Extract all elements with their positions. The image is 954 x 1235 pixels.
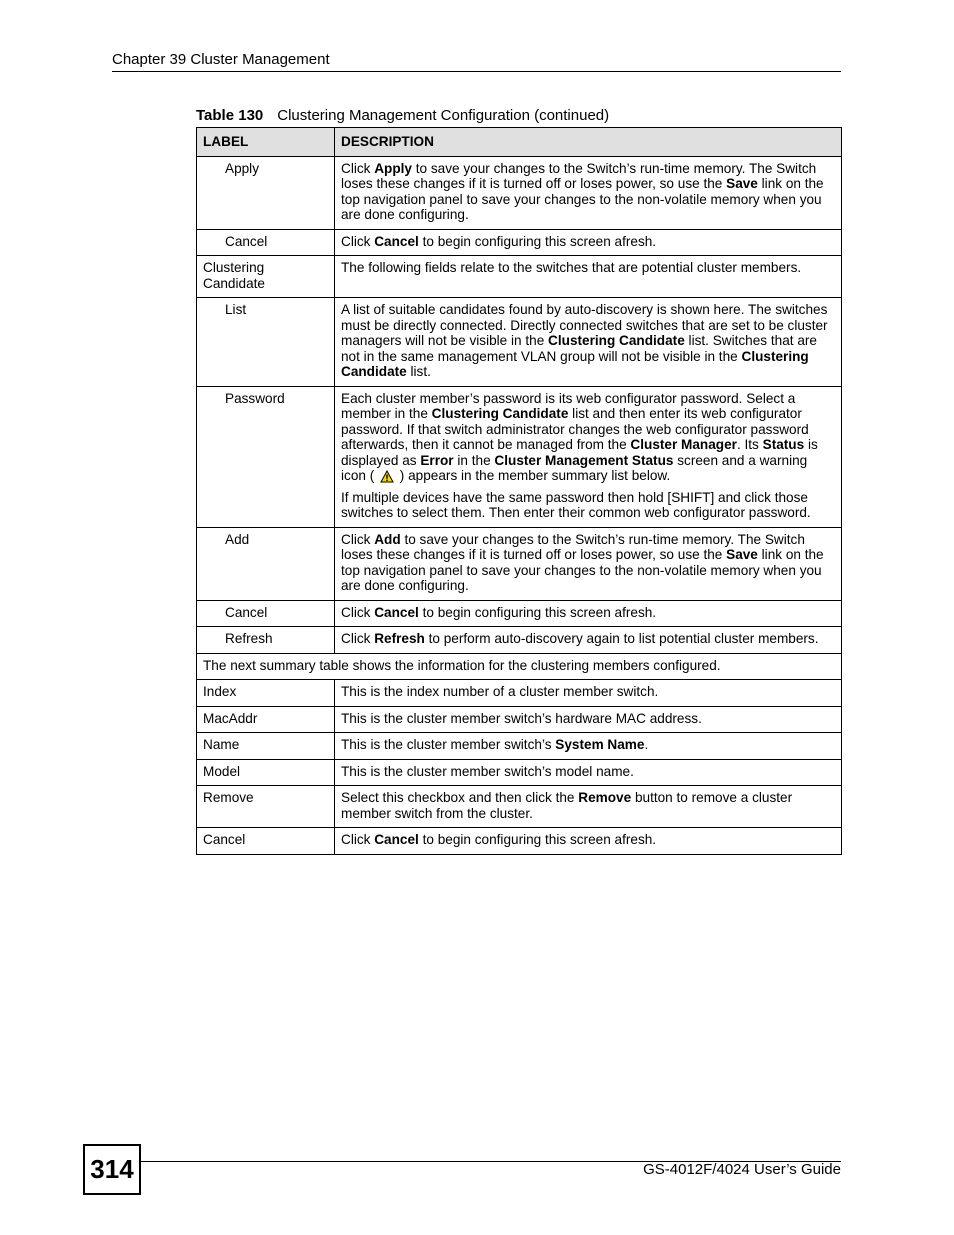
table-row-cancel xyxy=(197,600,842,627)
row-label: Index xyxy=(197,680,335,707)
page-number: 314 xyxy=(83,1144,141,1195)
row-label: Cancel xyxy=(197,229,335,256)
row-label: Apply xyxy=(197,156,335,229)
table-row-model xyxy=(197,759,842,786)
table-row-cancel xyxy=(197,828,842,855)
row-label: Model xyxy=(197,759,335,786)
row-description: Click Cancel to begin configuring this screen afresh. xyxy=(335,828,842,855)
row-description: The following fields relate to the switches that are potential cluster members. xyxy=(335,256,842,298)
table-row-cancel xyxy=(197,229,842,256)
row-label: Password xyxy=(197,386,335,527)
clustering-config-table xyxy=(196,127,842,855)
table-row-index xyxy=(197,680,842,707)
summary-note: The next summary table shows the information for the clustering members configured. xyxy=(197,653,842,680)
table-caption xyxy=(196,107,609,124)
row-description: Click Cancel to begin configuring this screen afresh. xyxy=(335,229,842,256)
table-row-refresh xyxy=(197,627,842,654)
table-title: Clustering Management Configuration (continued) xyxy=(277,107,610,124)
row-description: Click Apply to save your changes to the Switch’s run-time memory. The Switch loses these changes if it is turned off or loses power, so use the Save link on the top navigation panel to save your changes to the non-volatile memory when you are done configuring. xyxy=(335,156,842,229)
table-row-apply xyxy=(197,156,842,229)
guide-title: GS-4012F/4024 User’s Guide xyxy=(643,1161,841,1178)
column-header-label: LABEL xyxy=(197,128,335,157)
row-label: Cancel xyxy=(197,600,335,627)
table-row-remove xyxy=(197,786,842,828)
row-label: Refresh xyxy=(197,627,335,654)
table-row-add xyxy=(197,527,842,600)
row-label: Name xyxy=(197,733,335,760)
table-row-list xyxy=(197,298,842,387)
row-description: This is the cluster member switch’s System Name. xyxy=(335,733,842,760)
row-label: MacAddr xyxy=(197,706,335,733)
table-header-row xyxy=(197,128,842,157)
table-row-name xyxy=(197,733,842,760)
table-row-macaddr xyxy=(197,706,842,733)
chapter-header: Chapter 39 Cluster Management xyxy=(112,51,330,68)
row-description: Click Refresh to perform auto-discovery again to list potential cluster members. xyxy=(335,627,842,654)
row-label: Cancel xyxy=(197,828,335,855)
row-description: This is the cluster member switch’s hardware MAC address. xyxy=(335,706,842,733)
row-description: Each cluster member’s password is its web configurator password. Select a member in the Clustering Candidate list and then enter its web configurator password. If that switch administrator changes the web configurator password afterwards, then it cannot be managed from the Cluster Manager. Its Status is displayed as Error in the Cluster Management Status screen and a warning icon ( ) appears in the member summary list below. If multiple devices have the same password then hold [SHIFT] and click those switches to select them. Then enter their common web configurator password. xyxy=(335,386,842,527)
row-label: List xyxy=(197,298,335,387)
column-header-description: DESCRIPTION xyxy=(335,128,842,157)
header-rule xyxy=(112,71,841,72)
table-row-password xyxy=(197,386,842,527)
row-description: A list of suitable candidates found by auto-discovery is shown here. The switches must be directly connected. Directly connected switches that are set to be cluster managers will not be visible in the Clustering Candidate list. Switches that are not in the same management VLAN group will not be visible in the Clustering Candidate list. xyxy=(335,298,842,387)
row-label: Clustering Candidate xyxy=(197,256,335,298)
row-description: Click Cancel to begin configuring this screen afresh. xyxy=(335,600,842,627)
table-row-summary-note xyxy=(197,653,842,680)
row-description: Select this checkbox and then click the Remove button to remove a cluster member switch from the cluster. xyxy=(335,786,842,828)
warning-icon xyxy=(380,470,394,487)
row-label: Add xyxy=(197,527,335,600)
row-label: Remove xyxy=(197,786,335,828)
table-number: Table 130 xyxy=(196,107,264,124)
row-description: Click Add to save your changes to the Switch’s run-time memory. The Switch loses these changes if it is turned off or loses power, so use the Save link on the top navigation panel to save your changes to the non-volatile memory when you are done configuring. xyxy=(335,527,842,600)
row-description: This is the cluster member switch’s model name. xyxy=(335,759,842,786)
row-description: This is the index number of a cluster member switch. xyxy=(335,680,842,707)
table-row-clustering-candidate xyxy=(197,256,842,298)
